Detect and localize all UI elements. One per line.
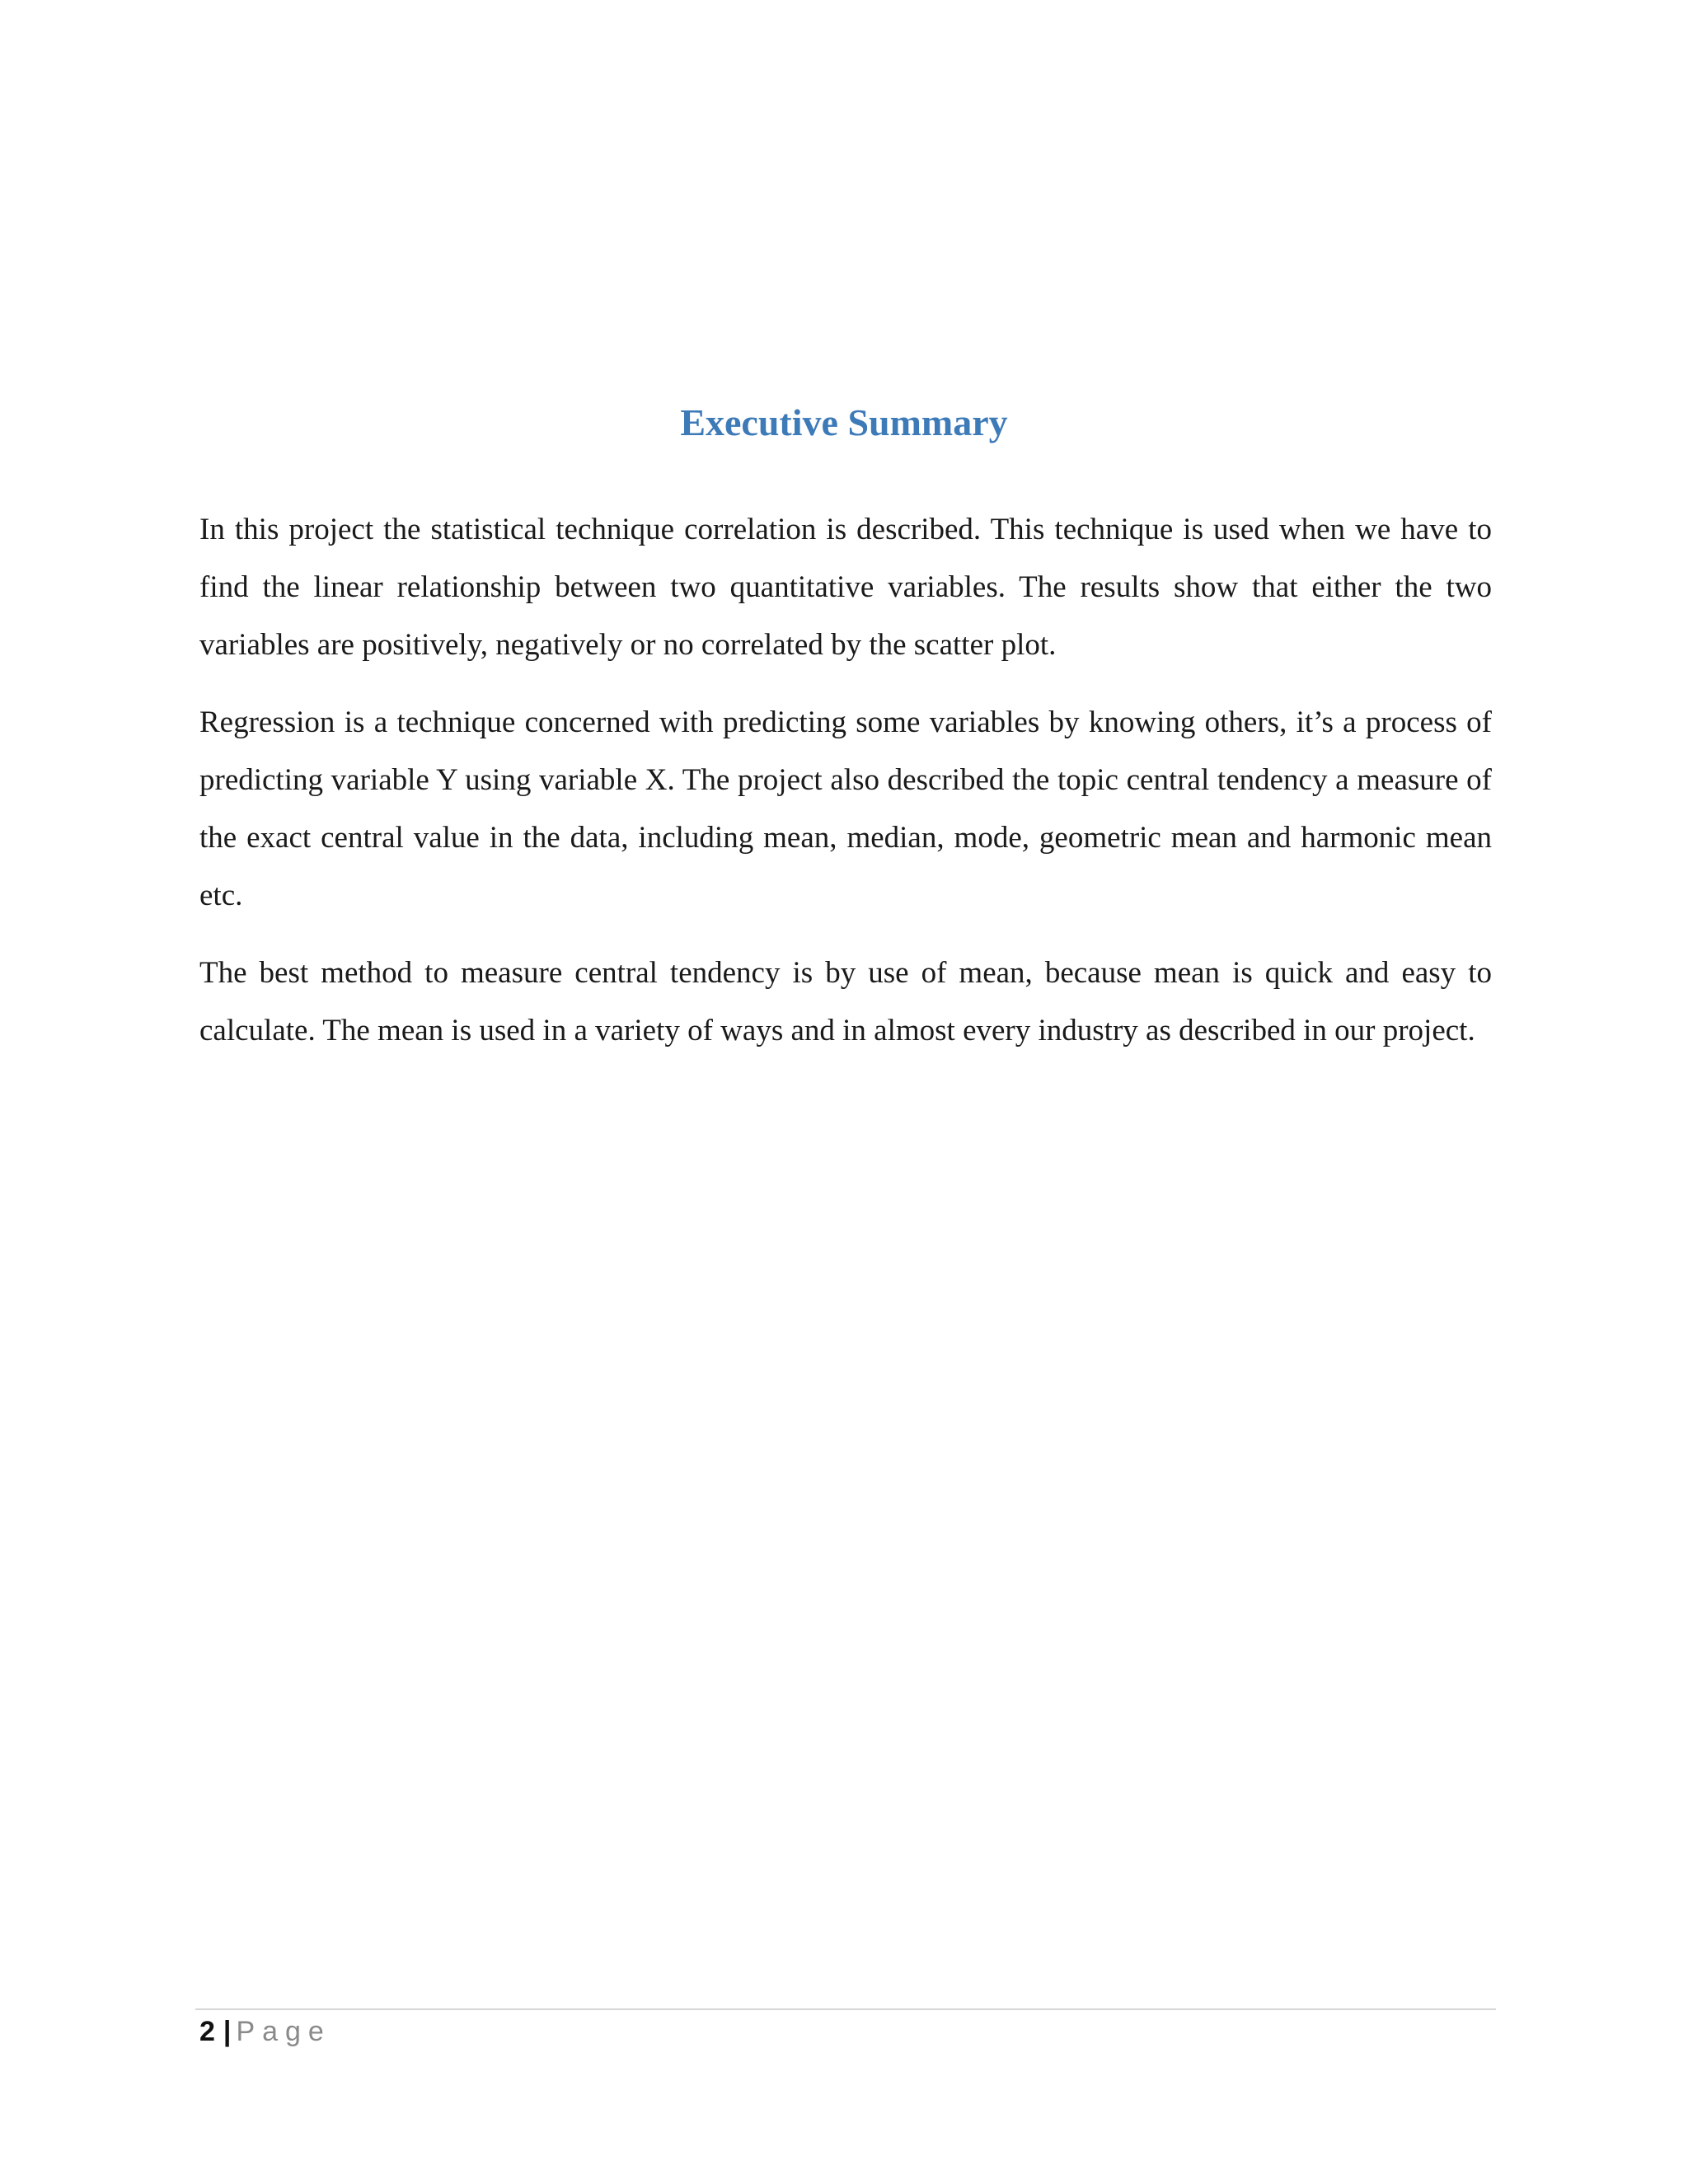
footer-separator: | [223, 2016, 232, 2047]
summary-body [199, 501, 1492, 1080]
paragraph-mean: The best method to measure central tendency is by use of mean, because mean is quick and easy to calculate. The mean is used in a variety of ways and in almost every industry as described in our project. [199, 956, 1492, 1047]
paragraph-regression: Regression is a technique concerned with predicting some variables by knowing others, it’s a process of predicting variable Y using variable X. The project also described the topic central tendency a measure of the exact central value in the data, including mean, median, mode, geometric mean and harmonic mean etc. [199, 705, 1492, 912]
page-number: 2 [199, 2016, 215, 2047]
page-label: Page [236, 2016, 331, 2047]
page-footer [199, 2013, 331, 2050]
footer-divider [195, 2008, 1496, 2010]
page-title: Executive Summary [680, 401, 1008, 443]
paragraph-correlation: In this project the statistical technique correlation is described. This technique is used when we have to find the linear relationship between two quantitative variables. The results show that either the two variables are positively, negatively or no correlated by the scatter plot. [199, 513, 1492, 662]
